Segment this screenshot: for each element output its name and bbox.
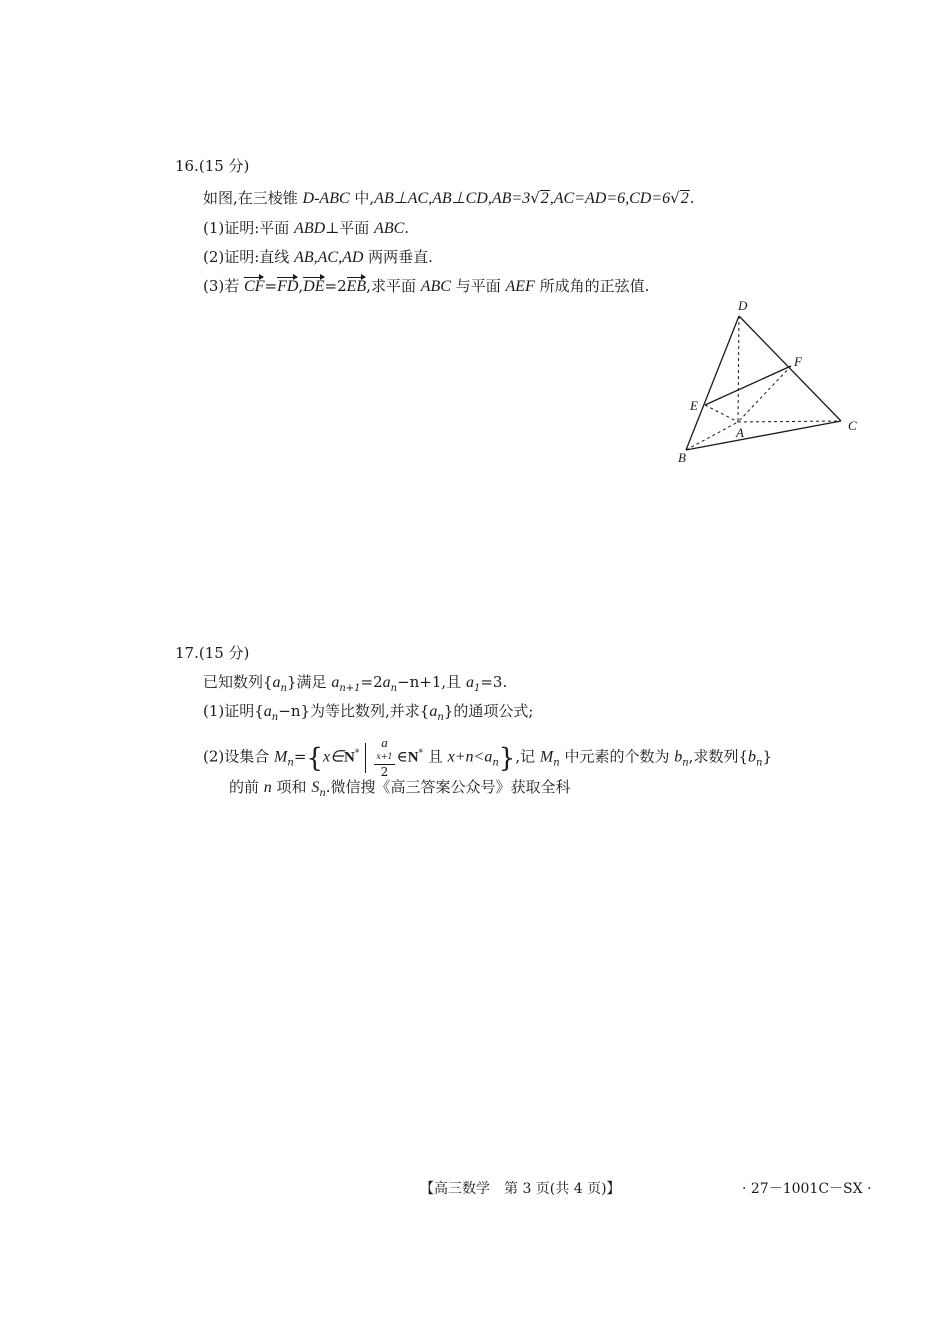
q16-part1: (1)证明:平面 ABD⊥平面 ABC. — [203, 219, 410, 237]
q17-heading: 17.(15 分) — [175, 644, 250, 662]
fraction: a x+1 2 — [376, 735, 393, 779]
label-D: D — [738, 298, 748, 313]
right-brace: } — [498, 743, 516, 774]
sqrt-symbol: √ — [670, 189, 680, 207]
set-builder-bar — [365, 743, 366, 773]
edge-BC — [686, 421, 841, 450]
segment-EA — [705, 405, 738, 422]
label-C: C — [848, 418, 857, 433]
label-B: B — [678, 450, 686, 465]
tetrahedron-figure — [670, 296, 870, 466]
footer-page-info: 【高三数学 第 3 页(共 4 页)】 — [420, 1181, 621, 1197]
edge-BA — [686, 422, 738, 450]
q17-part2: (2)设集合 $M_n=\{x\in N^*$ a x+1 2 ∈N* 且 $x+n<a_n$},记 $M_n$ 中元素的个数为 $b_n$,求数列$\{b_n\}$ — [203, 735, 772, 779]
label-A: A — [736, 425, 744, 440]
q16-heading: 16.(15 分) — [175, 157, 250, 175]
edge-DC — [739, 316, 841, 421]
edge-DB — [686, 316, 739, 450]
left-brace: { — [306, 743, 323, 774]
q16-part3: (3)若 CF=FD,DE=2EB,求平面 ABC 与平面 AEF 所成角的正弦值. — [203, 277, 650, 295]
segment-FA — [738, 366, 791, 422]
label-E: E — [690, 398, 698, 413]
q17-part2-cont: 的前 n 项和 $S_n$.微信搜《高三答案公众号》获取全科 — [229, 778, 571, 799]
sqrt-symbol: √ — [530, 189, 540, 207]
q17-stem: 已知数列$\{a_n\}$满足 $a_{n+1}=2a_n-n+1$,且 $a_1=3$. — [203, 673, 508, 694]
edge-AC — [738, 421, 841, 422]
q16-part2: (2)证明:直线 AB,AC,AD 两两垂直. — [203, 248, 433, 266]
segment-EF — [705, 366, 791, 405]
footer-code: · 27－1001C－SX · — [742, 1181, 872, 1197]
q16-stem: 如图,在三棱锥 D-ABC 中,AB⊥AC,AB⊥CD,AB=3√2,AC=AD=6,CD=6√2. — [203, 189, 695, 207]
q17-part1: (1)证明$\{a_n-n\}$为等比数列,并求$\{a_n\}$的通项公式; — [203, 702, 534, 723]
label-F: F — [794, 354, 802, 369]
edge-DA — [738, 316, 739, 422]
